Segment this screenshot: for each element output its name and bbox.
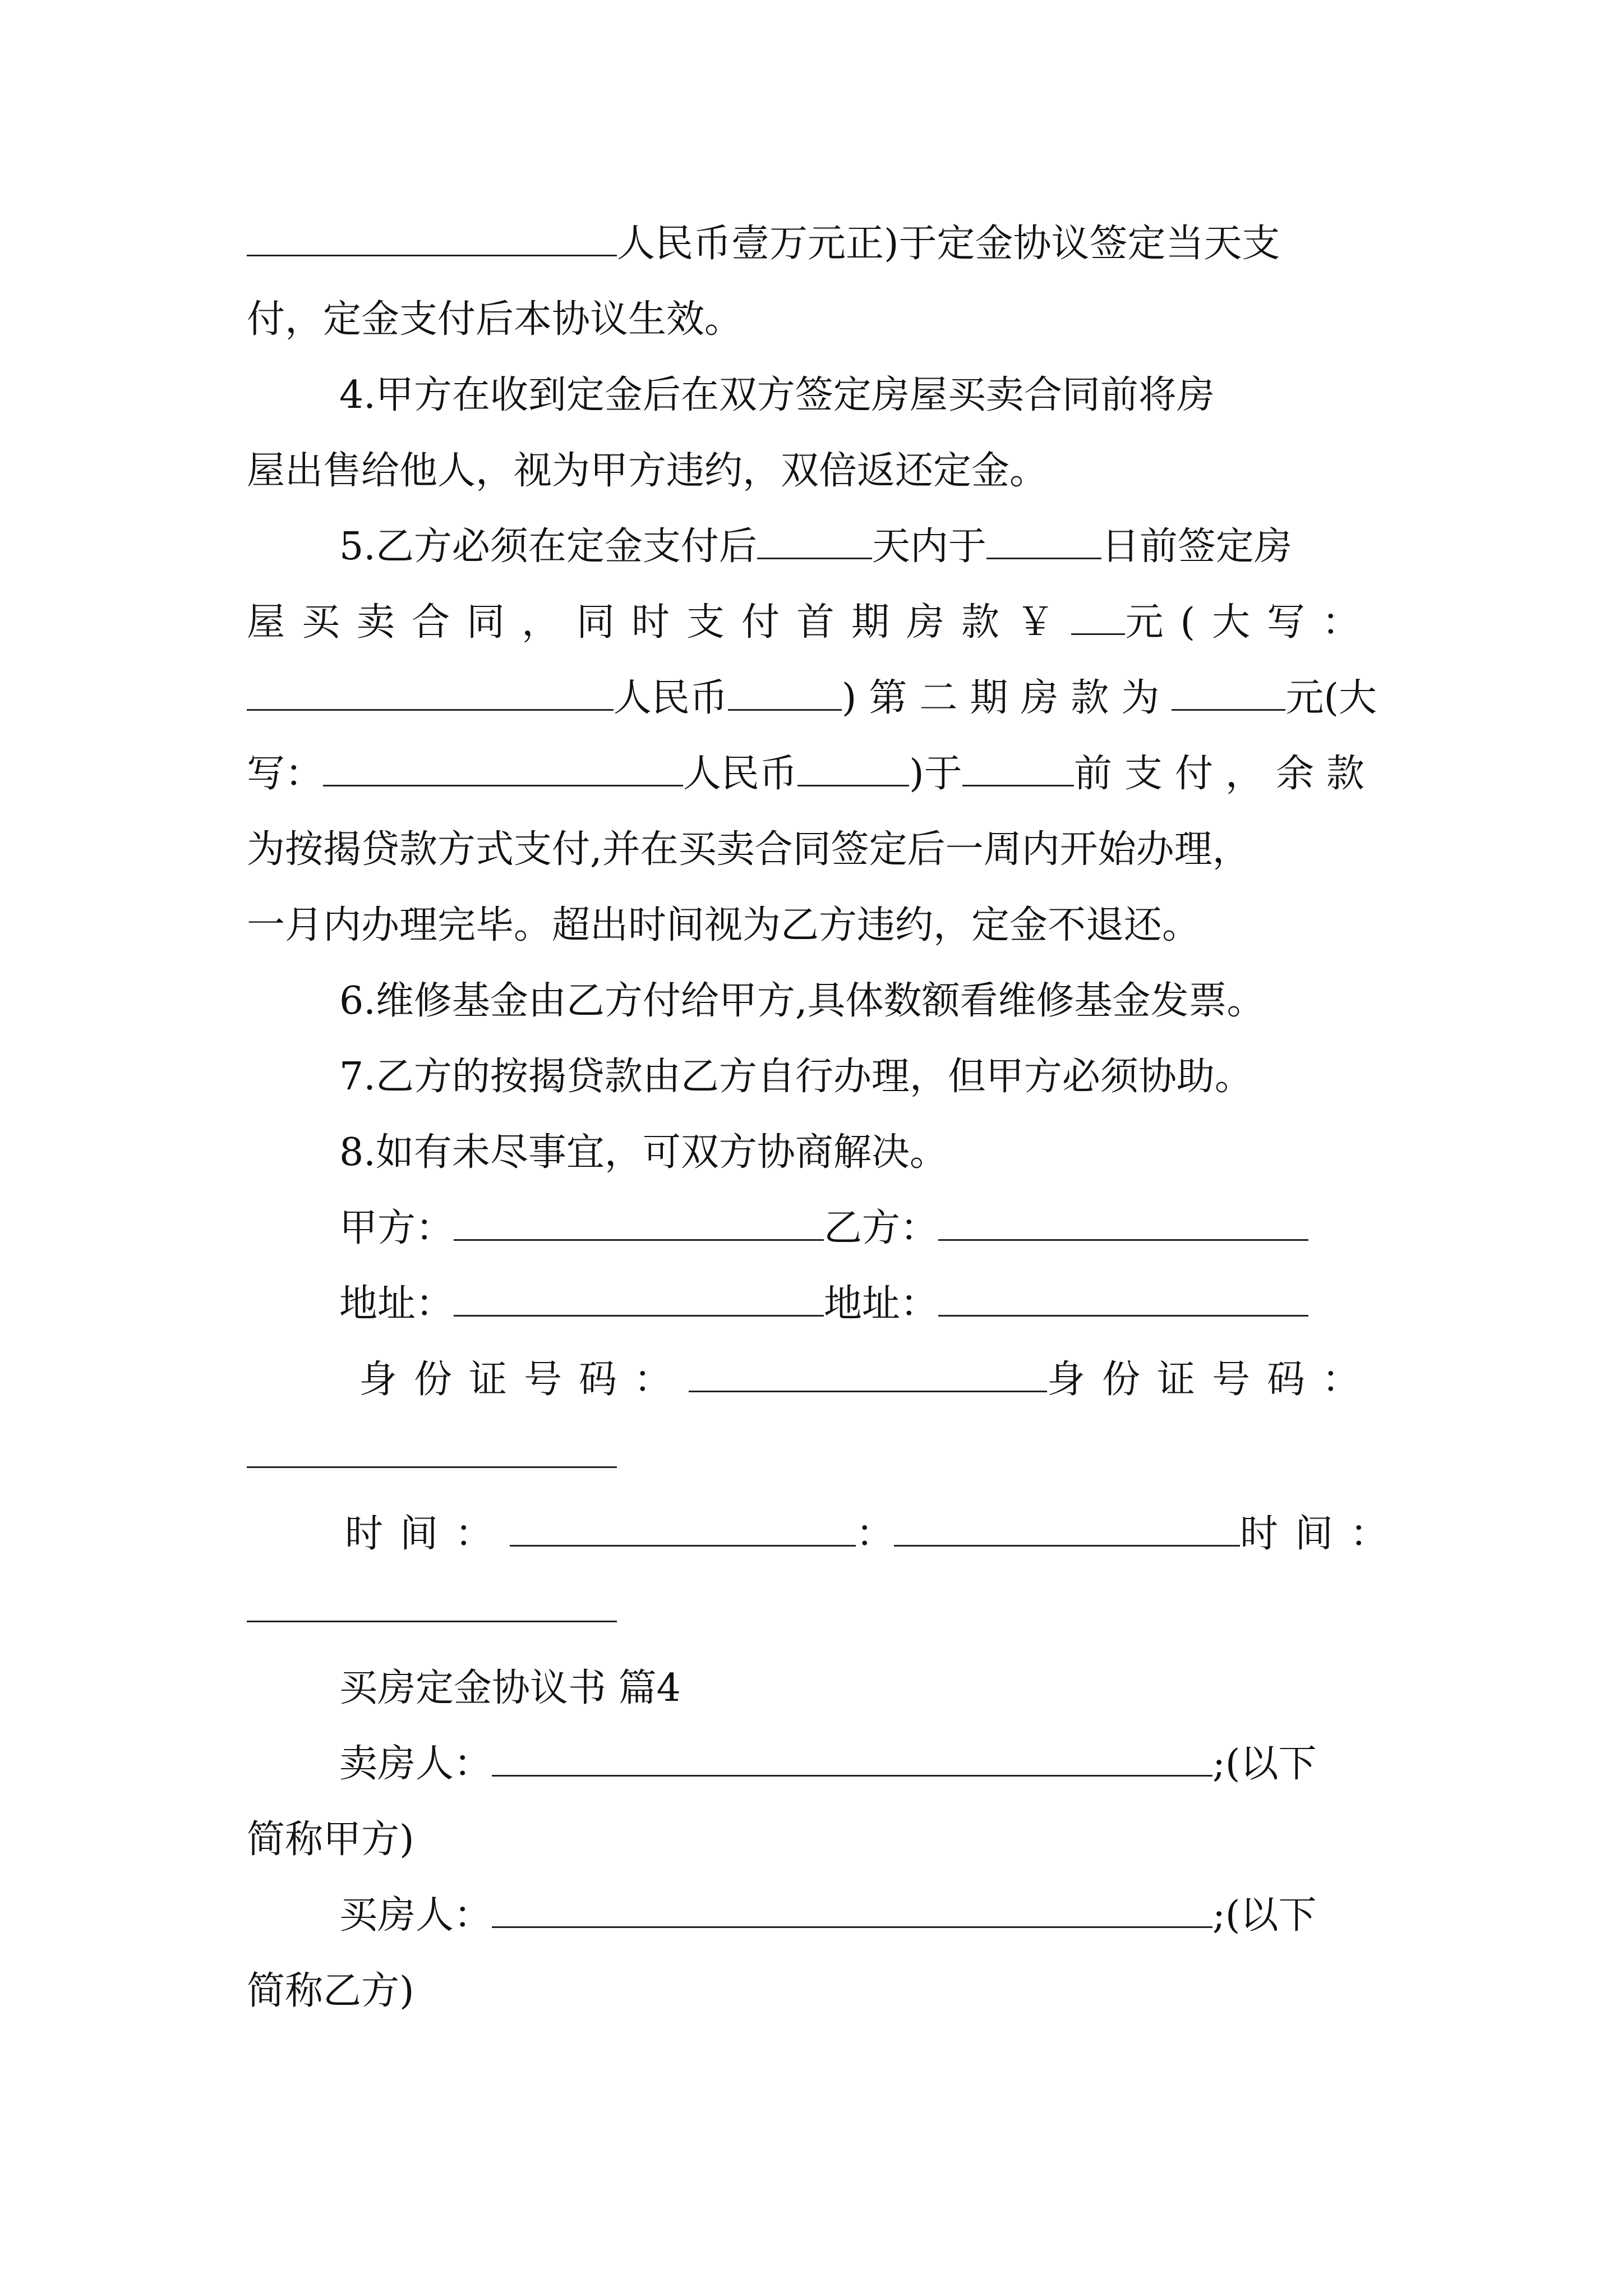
- text-line: 屋出售给他人，视为甲方违约，双倍返还定金。: [247, 449, 1048, 493]
- id-a-field[interactable]: [689, 1354, 1047, 1392]
- text-line: 简称乙方): [247, 1969, 414, 2013]
- text: 人民币壹万元正)于定金协议签定当天支: [617, 222, 1280, 266]
- id-b-label: 身份证号码：: [1046, 1358, 1377, 1402]
- text-line: 为按揭贷款方式支付,并在买卖合同签定后一周内开始办理，: [247, 827, 1251, 872]
- seller-label: 卖房人：: [339, 1742, 492, 1786]
- id-b-field[interactable]: [247, 1429, 617, 1468]
- blank-field[interactable]: [247, 672, 614, 711]
- seller-field[interactable]: [492, 1738, 1212, 1777]
- time-a-label: 时间：: [345, 1512, 510, 1556]
- address-line: [339, 1276, 1377, 1332]
- clause-4: 4.甲方在收到定金后在双方签定房屋买卖合同前将房: [339, 373, 1215, 417]
- blank-field[interactable]: [1071, 596, 1125, 635]
- time-line: [345, 1506, 1405, 1562]
- text: 元(大: [1285, 676, 1377, 720]
- blank-field[interactable]: [247, 218, 617, 256]
- blank-field[interactable]: [986, 521, 1101, 559]
- text-line: 简称甲方): [247, 1818, 414, 1862]
- party-a-label: 甲方：: [339, 1206, 454, 1250]
- text: )第二期房款为: [841, 676, 1172, 720]
- blank-field[interactable]: [1172, 672, 1285, 711]
- time-b-label: 时间：: [1239, 1512, 1405, 1556]
- party-line: [339, 1200, 1377, 1257]
- address-b-label: 地址：: [824, 1282, 939, 1326]
- text: 日前签定房: [1101, 524, 1292, 569]
- colon: ：: [855, 1512, 894, 1556]
- text-line: 一月内办理完毕。超出时间视为乙方违约，定金不退还。: [247, 903, 1201, 947]
- time-a-field[interactable]: [510, 1508, 856, 1547]
- address-a-field[interactable]: [454, 1278, 824, 1317]
- text: )于: [909, 752, 962, 796]
- address-a-label: 地址：: [339, 1282, 454, 1326]
- buyer-label: 买房人：: [339, 1893, 492, 1938]
- text: 人民币: [613, 676, 728, 720]
- text-line: [247, 216, 1377, 272]
- address-b-field[interactable]: [938, 1278, 1308, 1317]
- party-b-field[interactable]: [938, 1202, 1308, 1241]
- text: 前支付，余款: [1073, 752, 1377, 796]
- seller-line: [339, 1736, 1377, 1792]
- text-line: [247, 1582, 1377, 1638]
- time-mid-field[interactable]: [894, 1508, 1240, 1547]
- blank-field[interactable]: [797, 748, 909, 786]
- text-line: [247, 1428, 1377, 1484]
- text: ;(以下: [1212, 1742, 1317, 1786]
- blank-field[interactable]: [728, 672, 842, 711]
- section-heading: 买房定金协议书 篇4: [339, 1666, 681, 1710]
- clause-7: 7.乙方的按揭贷款由乙方自行办理，但甲方必须协助。: [339, 1055, 1253, 1099]
- text: 人民币: [683, 752, 797, 796]
- text: 天内于: [872, 524, 986, 569]
- text: 5.乙方必须在定金支付后: [339, 524, 757, 569]
- clause-6: 6.维修基金由乙方付给甲方,具体数额看维修基金发票。: [339, 979, 1265, 1023]
- blank-field[interactable]: [757, 521, 872, 559]
- buyer-field[interactable]: [492, 1889, 1212, 1928]
- blank-field[interactable]: [962, 748, 1074, 786]
- text-line: 付，定金支付后本协议生效。: [247, 297, 743, 342]
- party-b-label: 乙方：: [824, 1206, 939, 1250]
- id-line: [359, 1352, 1377, 1408]
- clause-8: 8.如有未尽事宜，可双方协商解决。: [339, 1130, 948, 1175]
- party-a-field[interactable]: [454, 1202, 824, 1241]
- text: 屋买卖合同，同时支付首期房款￥: [247, 600, 1072, 645]
- text-line: [247, 595, 1377, 651]
- id-a-label: 身份证号码：: [359, 1358, 689, 1402]
- time-b-field[interactable]: [247, 1584, 617, 1622]
- text-line: [247, 746, 1377, 802]
- clause-5: [339, 519, 1377, 575]
- text: 元(大写：: [1125, 600, 1377, 645]
- text: 写：: [247, 752, 324, 796]
- blank-field[interactable]: [323, 748, 683, 786]
- buyer-line: [339, 1888, 1377, 1944]
- text-line: [247, 670, 1377, 726]
- text: ;(以下: [1212, 1893, 1317, 1938]
